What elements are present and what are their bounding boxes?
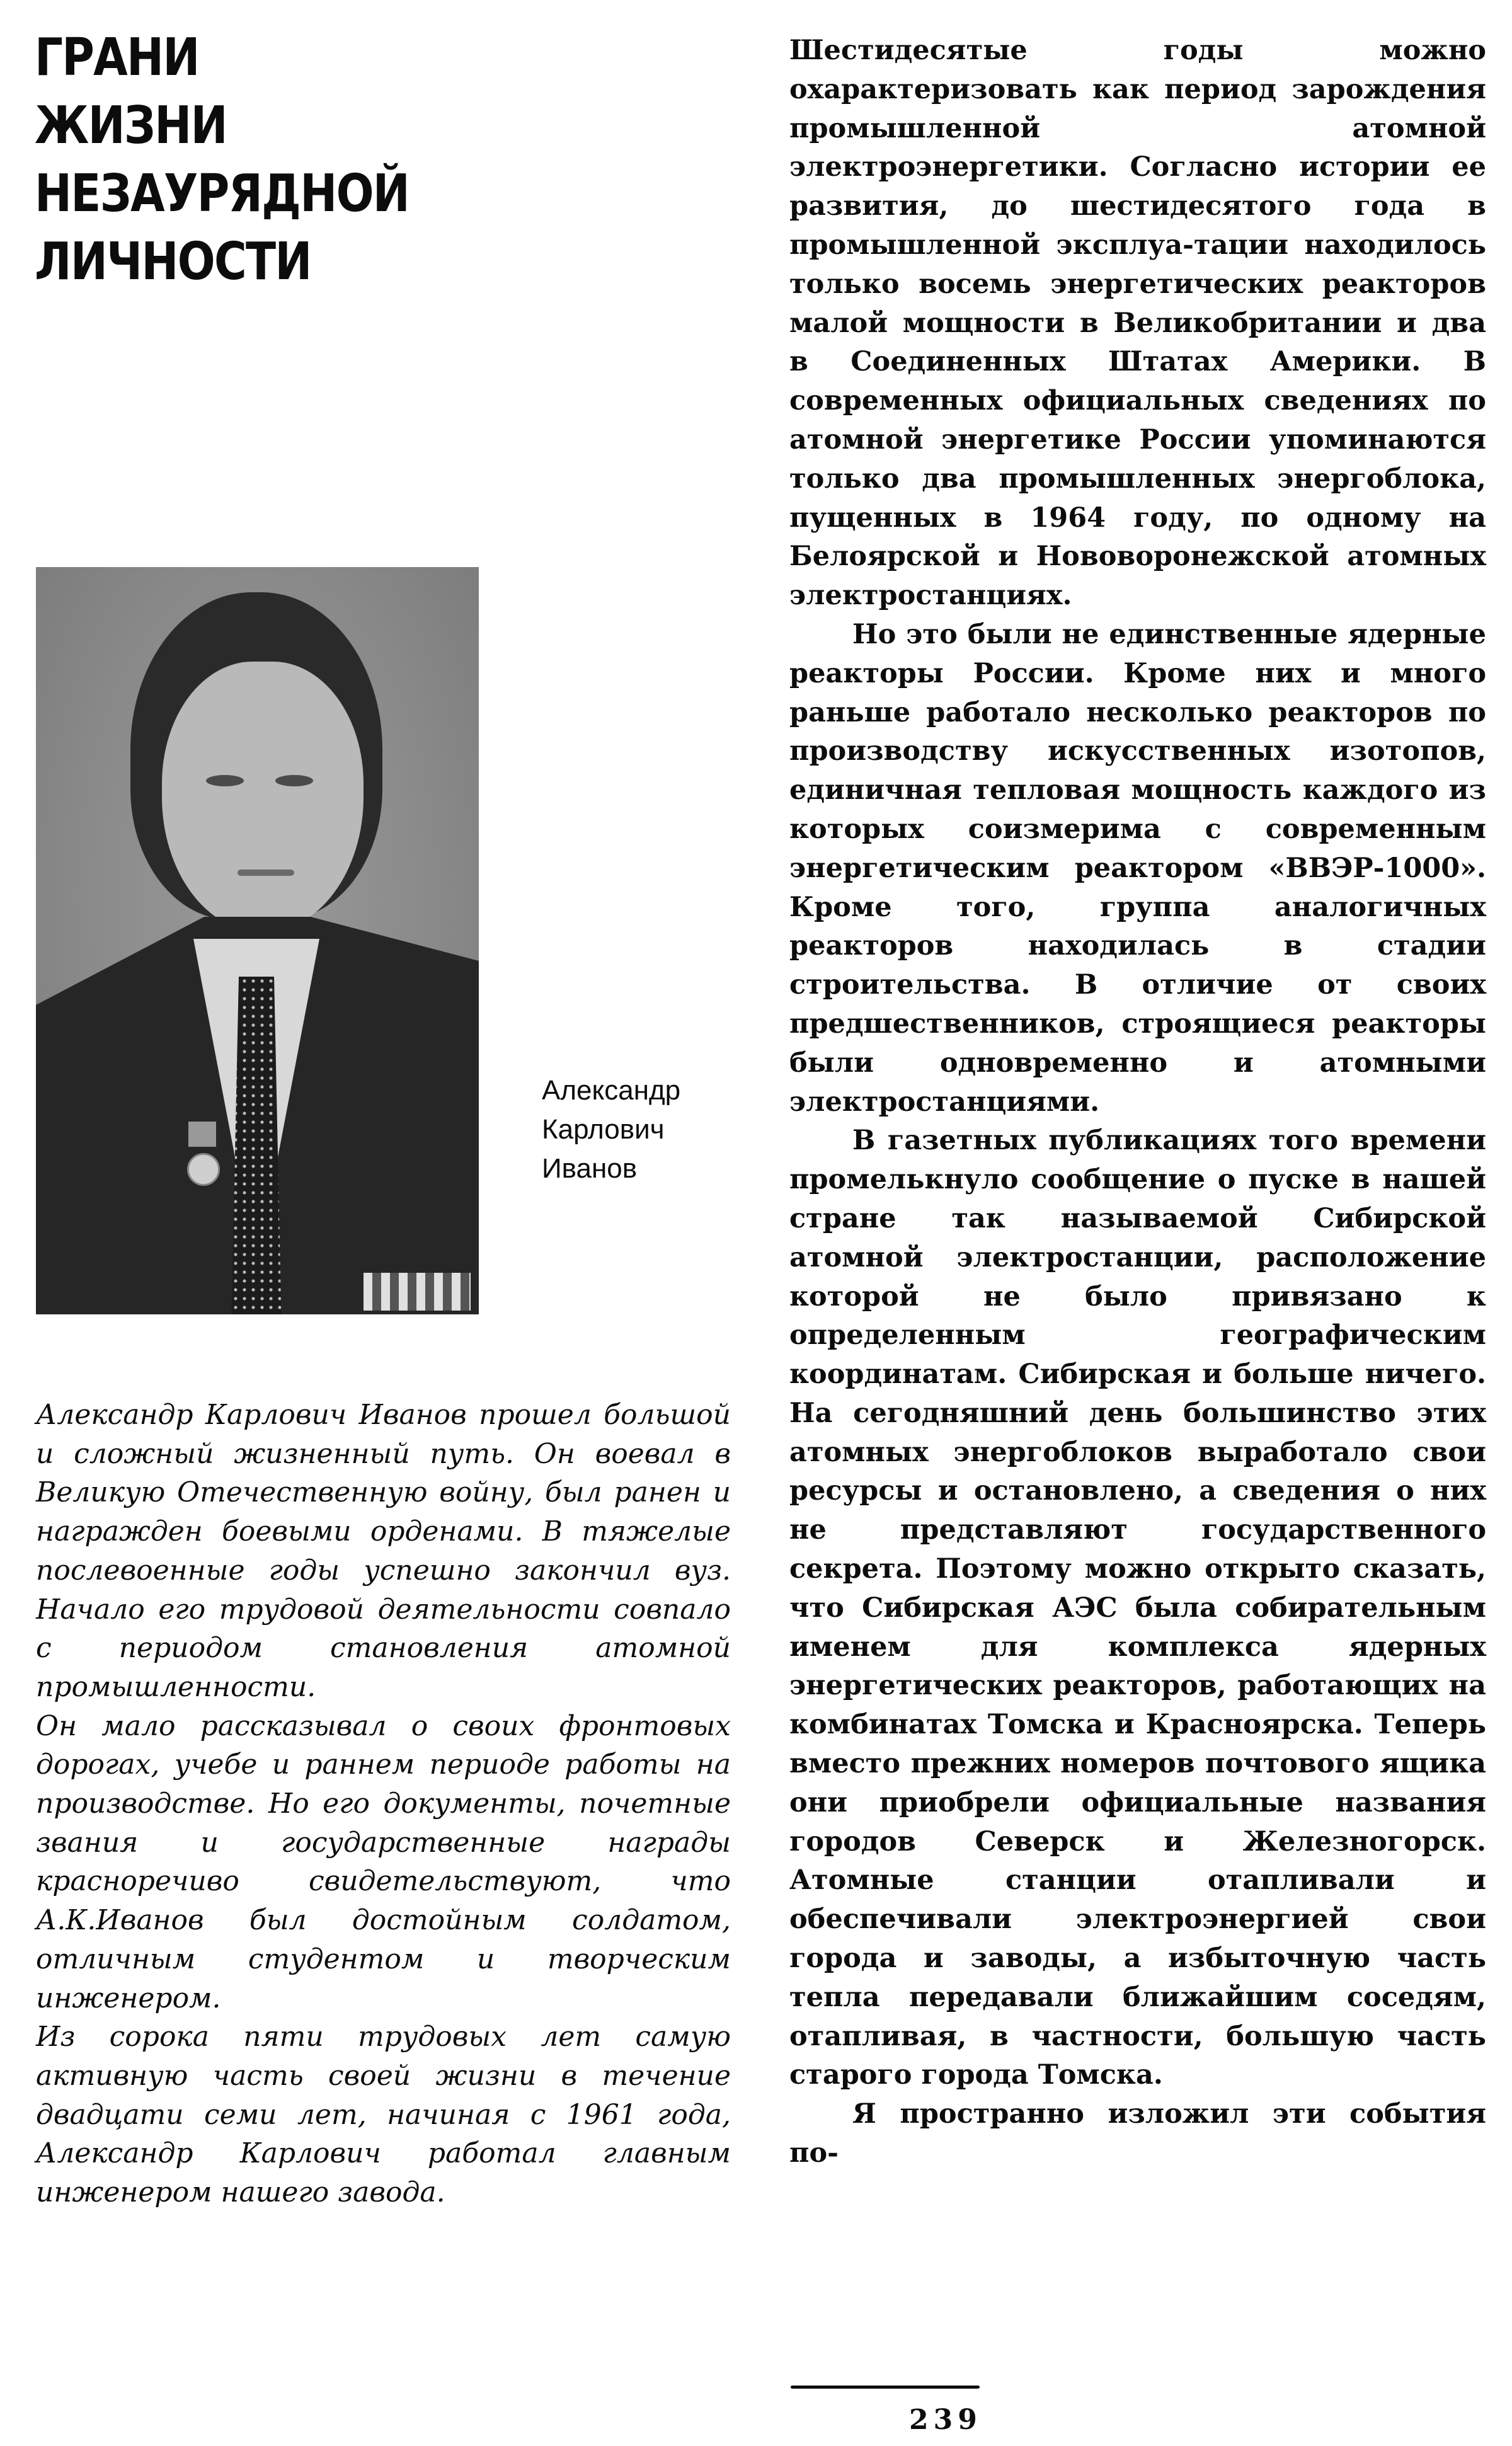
- page-number: 239: [909, 2404, 982, 2436]
- body-paragraph: Шестидесятые годы можно охарактеризовать как период зарождения промышленной атомной электроэнергетики. Согласно истории ее развития, до шестидесятого года в промышленной эксплуа-тации находилось только восемь энергетических реакторов малой мощности в Великобритании и два в Соединенных Штатах Америки. В современных официальных сведениях по атомной энергетике России упоминаются только два промышленных энергоблока, пущенных в 1964 году, по одному на Белоярской и Нововоронежской атомных электростанциях.: [789, 35, 1486, 612]
- footer-divider: [791, 2386, 980, 2389]
- photo-caption: [542, 1071, 680, 1188]
- body-paragraph: Я пространно изложил эти события по-: [789, 2098, 1486, 2169]
- body-paragraph: Но это были не единственные ядерные реакторы России. Кроме них и много раньше работало несколько реакторов по производству искусственных изотопов, единичная тепловая мощность каждого из которых соизмерима с современным энергетическим реактором «ВВЭР-1000». Кроме того, группа аналогичных реакторов находилась в стадии строительства. В отличие от своих предшественников, строящиеся реакторы были одновременно и атомными электростанциями.: [789, 618, 1486, 1118]
- medal-icon: [187, 1153, 220, 1186]
- bio-paragraph: Он мало рассказывал о своих фронтовых дорогах, учебе и раннем периоде работы на производстве. Но его документы, почетные звания и государственные награды красноречиво свидетельствуют, что А.К.Иванов был достойным солдатом, отличным студентом и творческим инженером.: [36, 1709, 731, 2014]
- title-line: ЖИЗНИ: [35, 96, 227, 156]
- title-line: НЕЗАУРЯДНОЙ: [35, 164, 410, 224]
- title-line: ГРАНИ: [35, 28, 199, 88]
- photo-tie: [231, 977, 282, 1314]
- bio-paragraph: Александр Карлович Иванов прошел большой и сложный жизненный путь. Он воевал в Великую Отечественную войну, был ранен и награжден боевыми орденами. В тяжелые послевоенные годы успешно закончил вуз. Начало его трудовой деятельности совпало с периодом становления атомной промышленности.: [36, 1399, 731, 1703]
- photo-eye: [206, 775, 244, 786]
- medal-ribbon-icon: [188, 1122, 216, 1147]
- photo-eye: [275, 775, 313, 786]
- bio-paragraph: Из сорока пяти трудовых лет самую активную часть своей жизни в течение двадцати семи лет, начиная с 1961 года, Александр Карлович работал главным инженером нашего завода.: [36, 2021, 731, 2209]
- caption-line: Карлович: [542, 1114, 665, 1145]
- body-paragraph: В газетных публикациях того времени промелькнуло сообщение о пуске в нашей стране так называемой Сибирской атомной электростанции, расположение которой не было привязано к определенным географическим координатам. Сибирская и больше ничего. На сегодняшний день большинство этих атомных энергоблоков выработало свои ресурсы и остановлено, а сведения о них не представляют государственного секрета. Поэтому можно открыто сказать, что Сибирская АЭС была собирательным именем для комплекса ядерных энергетических реакторов, работающих на комбинатах Томска и Красноярска. Теперь вместо прежних номеров почтового ящика они приобрели официальные названия городов Северск и Железногорск. Атомные станции отапливали и обеспечивали электроэнергией свои города и заводы, а избыточную часть тепла передавали ближайшим соседям, отапливая, в частности, большую часть старого города Томска.: [789, 1125, 1486, 2091]
- bio-intro: [36, 1396, 731, 2212]
- article-body: [789, 32, 1486, 2173]
- article-title: [35, 24, 414, 296]
- photo-mouth: [238, 870, 294, 876]
- portrait-photo: [36, 567, 479, 1314]
- caption-line: Александр: [542, 1075, 681, 1106]
- award-bars-icon: [364, 1273, 471, 1311]
- title-line: ЛИЧНОСТИ: [35, 232, 311, 292]
- photo-face: [162, 662, 364, 933]
- caption-line: Иванов: [542, 1153, 638, 1184]
